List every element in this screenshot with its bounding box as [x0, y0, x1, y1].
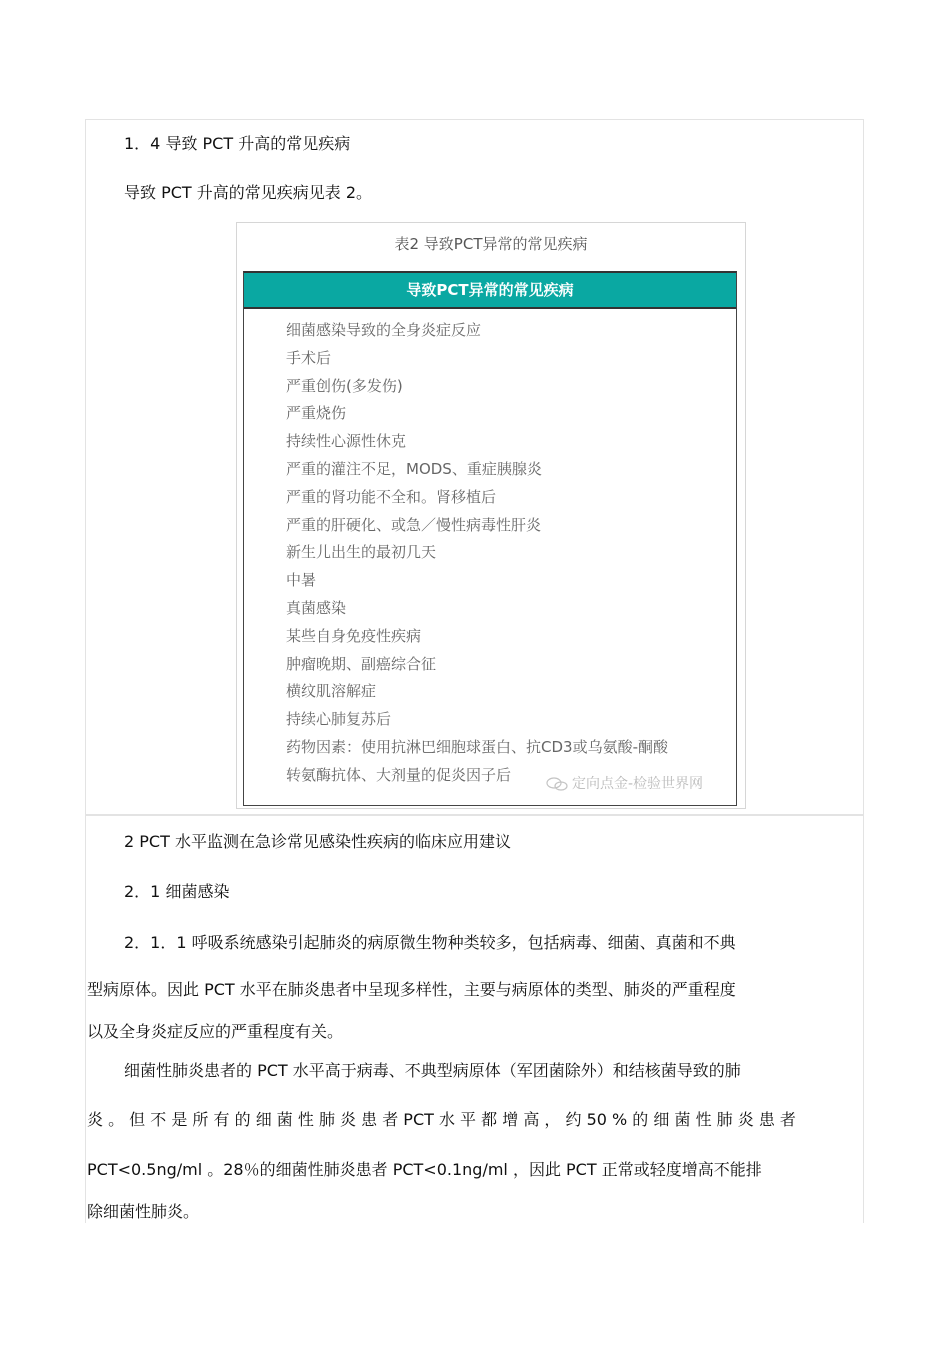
list-item: 严重的肝硬化、或急／慢性病毒性肝炎	[286, 515, 542, 534]
disease-table	[243, 271, 737, 806]
list-item: 严重的灌注不足，MODS、重症胰腺炎	[286, 459, 542, 478]
list-item: 细菌感染导致的全身炎症反应	[286, 321, 482, 339]
table-figure	[236, 222, 746, 809]
paragraph-line: PCT<0.5ng/ml 。28％的细菌性肺炎患者 PCT<0.1ng/ml ，因此 PCT 正常或轻度增高不能排	[87, 1160, 762, 1179]
list-item: 持续性心源性休克	[286, 432, 407, 451]
list-item: 药物因素：使用抗淋巴细胞球蛋白、抗CD3或乌氨酸-酮酸	[286, 737, 668, 756]
paragraph-line: 型病原体。因此 PCT 水平在肺炎患者中呈现多样性，主要与病原体的类型、肺炎的严重程度	[87, 980, 736, 999]
subsection-heading-2-1: 2．1 细菌感染	[124, 882, 230, 901]
list-item: 某些自身免疫性疾病	[286, 626, 422, 645]
table-header: 导致PCT异常的常见疾病	[244, 273, 736, 309]
list-item: 严重创伤(多发伤)	[286, 376, 403, 395]
list-item: 严重烧伤	[286, 404, 347, 423]
section-intro: 导致 PCT 升高的常见疾病见表 2。	[124, 183, 373, 202]
paragraph-line: 炎 。 但 不 是 所 有 的 细 菌 性 肺 炎 患 者 PCT 水 平 都 增 高 ， 约 50 % 的 细 菌 性 肺 炎 患 者	[87, 1110, 796, 1129]
paragraph-line: 除细菌性肺炎。	[87, 1202, 200, 1221]
list-item: 真菌感染	[286, 598, 347, 617]
wechat-logo-icon	[546, 777, 568, 791]
section-heading-1-4: 1．4 导致 PCT 升高的常见疾病	[124, 134, 351, 153]
list-item: 中暑	[286, 571, 317, 590]
list-item: 新生儿出生的最初几天	[286, 543, 437, 562]
list-item: 严重的肾功能不全和。肾移植后	[286, 487, 497, 506]
list-item: 肿瘤晚期、副癌综合征	[286, 654, 437, 673]
watermark	[546, 773, 703, 793]
disease-list	[244, 309, 736, 790]
paragraph-line: 2．1．1 呼吸系统感染引起肺炎的病原微生物种类较多，包括病毒、细菌、真菌和不典	[124, 933, 736, 952]
list-item: 手术后	[286, 348, 332, 367]
table-caption: 表2 导致PCT异常的常见疾病	[394, 235, 588, 253]
list-item: 转氨酶抗体、大剂量的促炎因子后	[286, 765, 512, 784]
list-item: 横纹肌溶解症	[286, 682, 377, 701]
paragraph-line: 细菌性肺炎患者的 PCT 水平高于病毒、不典型病原体（军团菌除外）和结核菌导致的肺	[124, 1061, 741, 1080]
paragraph-line: 以及全身炎症反应的严重程度有关。	[87, 1022, 344, 1041]
watermark-text: 定向点金-检验世界网	[572, 776, 704, 792]
list-item: 持续心肺复苏后	[286, 710, 392, 729]
section-heading-2: 2 PCT 水平监测在急诊常见感染性疾病的临床应用建议	[124, 832, 511, 851]
